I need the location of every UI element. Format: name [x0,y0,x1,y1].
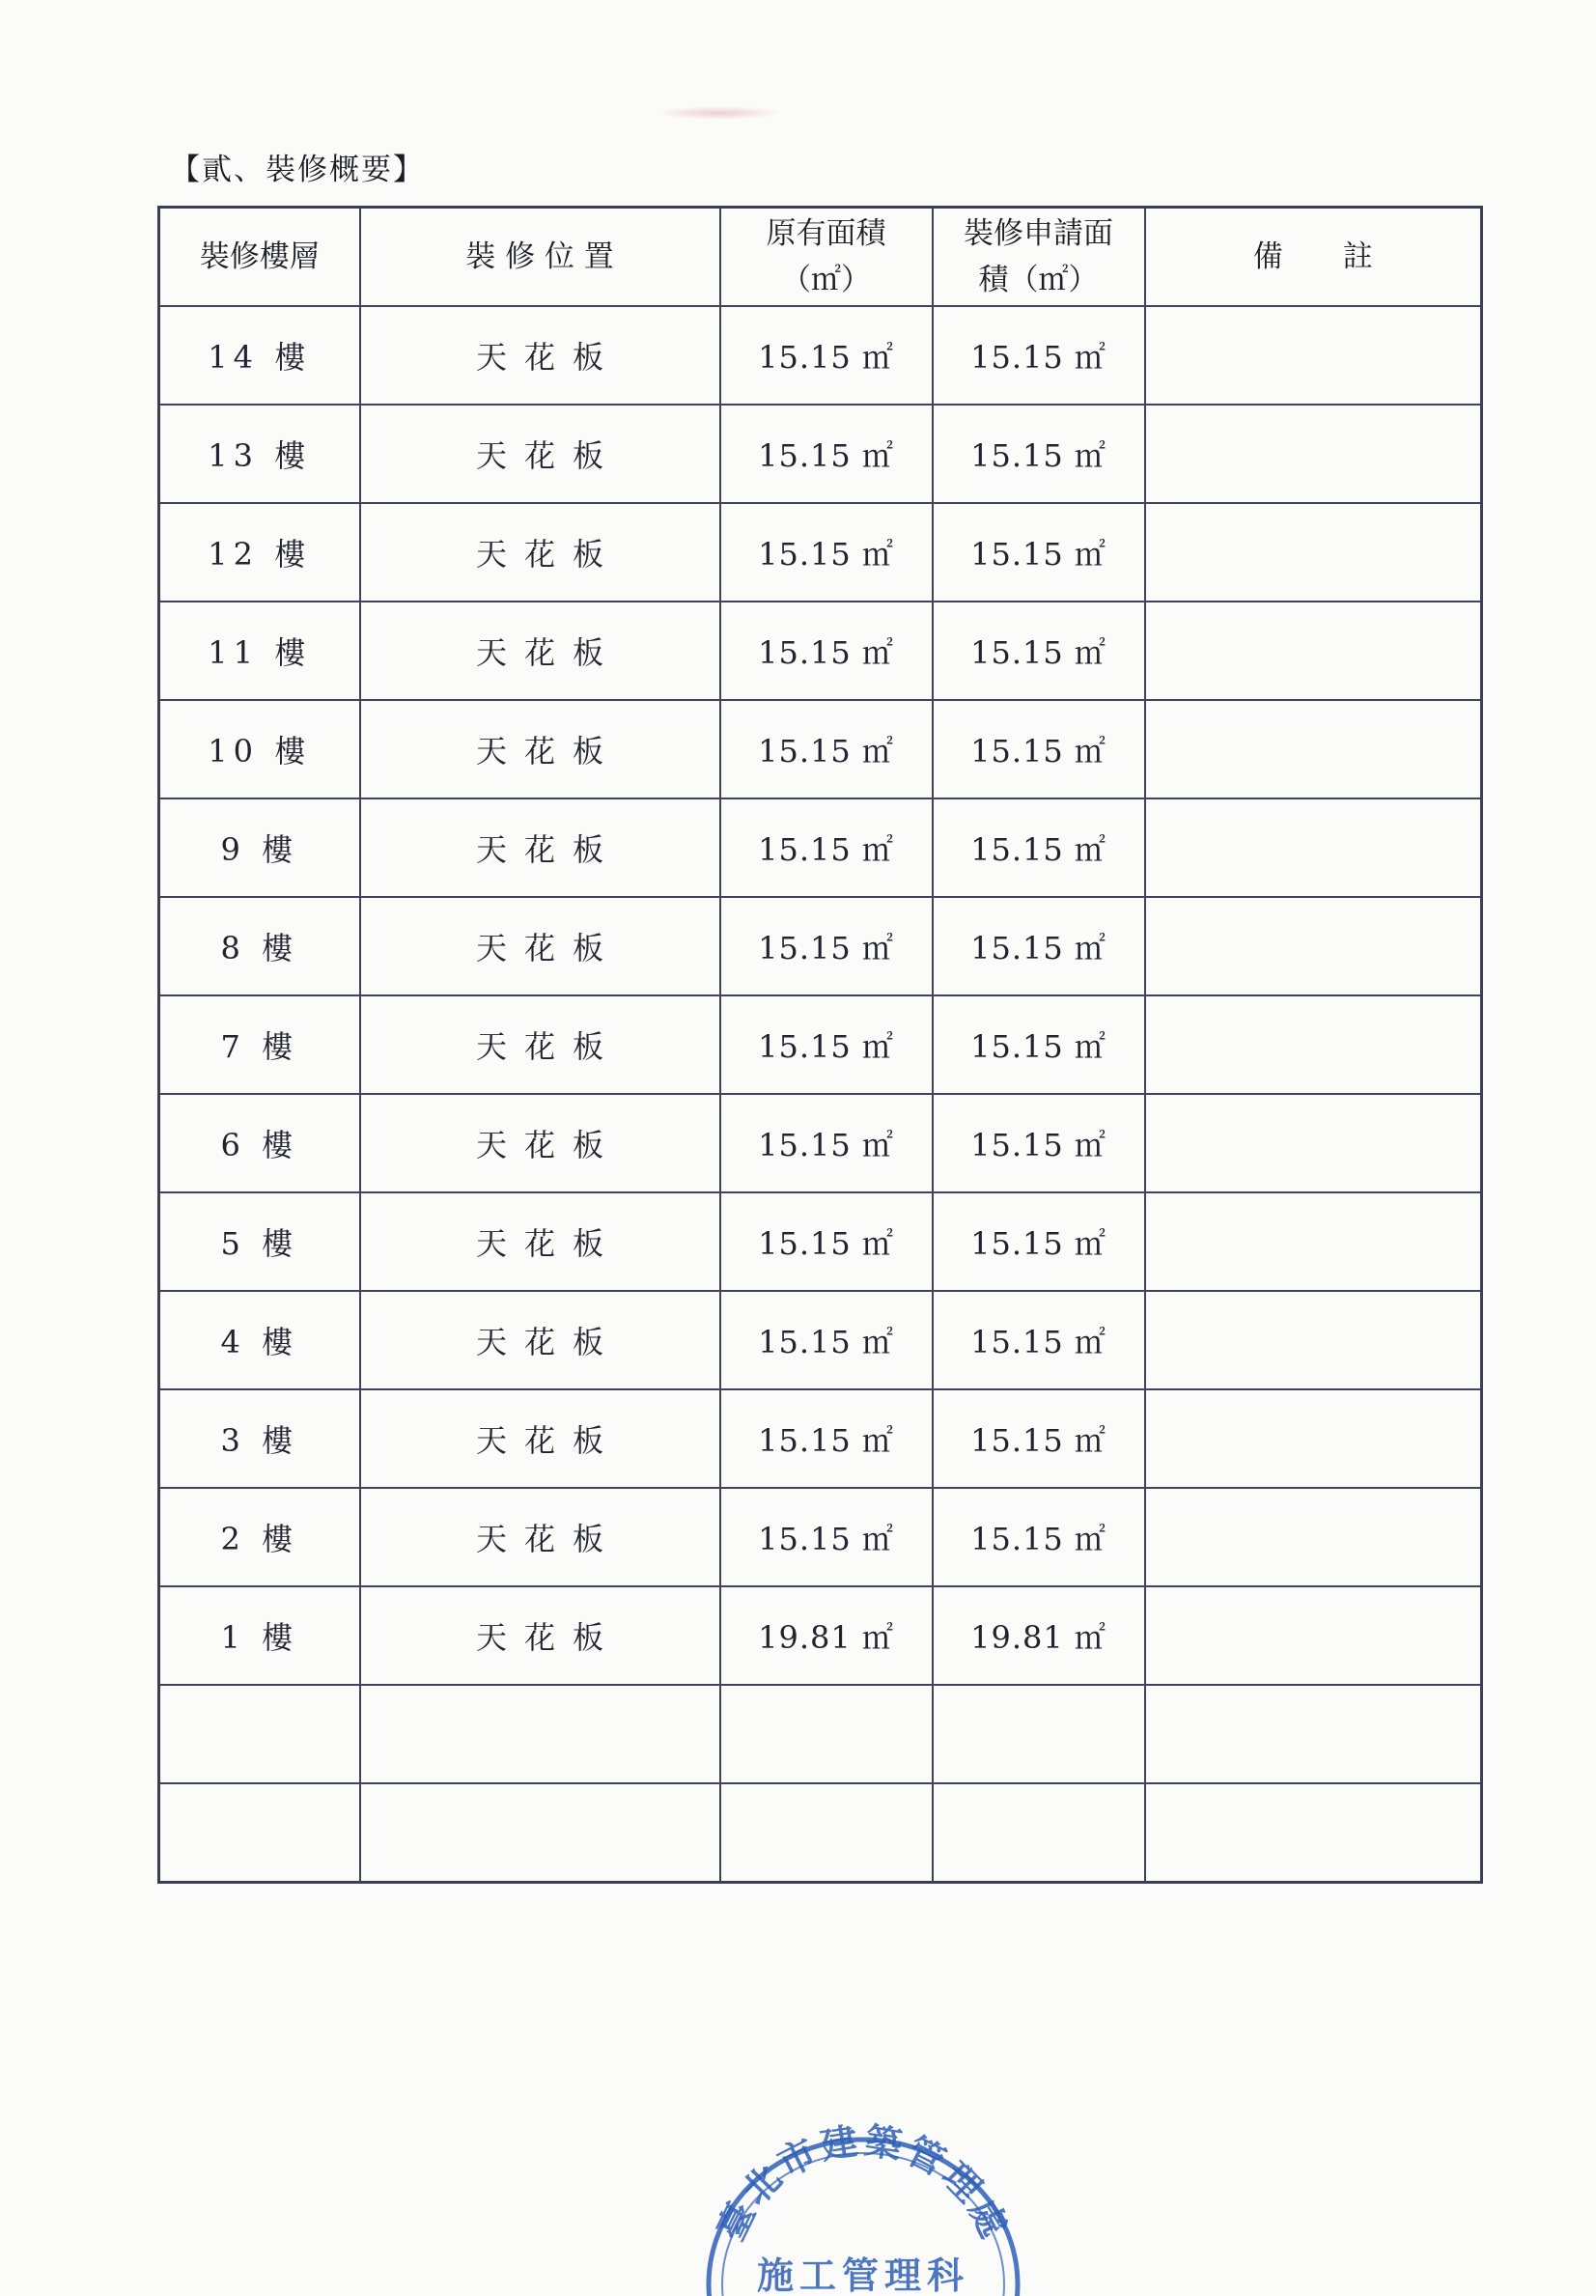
cell-original-area-text: 15.15 ㎡ [758,1127,894,1163]
cell-floor [159,1488,360,1586]
cell-floor [159,1685,360,1783]
cell-position [360,897,720,995]
cell-applied-area-text: 15.15 ㎡ [970,1127,1106,1163]
cell-original-area [720,995,933,1094]
cell-original-area [720,306,933,405]
cell-position [360,1783,720,1883]
cell-floor-text: 11 樓 [208,634,312,671]
cell-floor [159,700,360,798]
cell-position [360,306,720,405]
cell-position-text: 天花板 [475,1619,621,1656]
table-row [159,306,1482,405]
cell-applied-area-text: 15.15 ㎡ [970,930,1106,966]
cell-applied-area [933,306,1145,405]
cell-applied-area [933,1389,1145,1488]
cell-position-text: 天花板 [475,1422,621,1459]
cell-applied-area [933,1291,1145,1389]
header-remarks: 備 註 [1145,208,1482,307]
seal-text-outer: 臺北市建築管理處 [708,2117,1019,2248]
table-row [159,1192,1482,1291]
cell-original-area-text: 15.15 ㎡ [758,1422,894,1459]
cell-applied-area [933,897,1145,995]
cell-floor-text: 12 樓 [208,536,312,573]
cell-original-area [720,798,933,897]
cell-position [360,995,720,1094]
cell-floor-text: 10 樓 [208,733,312,770]
cell-remarks [1145,1291,1482,1389]
cell-floor [159,995,360,1094]
table-row [159,1488,1482,1586]
cell-floor [159,1291,360,1389]
cell-applied-area-text: 15.15 ㎡ [970,339,1106,376]
cell-floor-text: 4 樓 [220,1324,299,1360]
cell-remarks [1145,1094,1482,1192]
cell-floor [159,306,360,405]
section-title: 【貳、裝修概要】 [170,153,425,187]
cell-floor [159,1094,360,1192]
cell-floor [159,798,360,897]
cell-original-area [720,1291,933,1389]
cell-applied-area [933,602,1145,700]
cell-position [360,602,720,700]
cell-floor-text: 6 樓 [220,1127,299,1163]
cell-original-area-text: 15.15 ㎡ [758,634,894,671]
cell-floor [159,1783,360,1883]
cell-applied-area [933,798,1145,897]
cell-original-area-text: 15.15 ㎡ [758,536,894,573]
cell-position-text [531,1716,548,1752]
cell-position-text [531,1814,548,1851]
cell-original-area [720,1685,933,1783]
table-row [159,602,1482,700]
cell-position [360,1488,720,1586]
cell-original-area-text: 19.81 ㎡ [758,1619,894,1656]
cell-floor [159,1389,360,1488]
cell-original-area-text: 15.15 ㎡ [758,339,894,376]
cell-original-area [720,1586,933,1685]
cell-original-area [720,1783,933,1883]
cell-position [360,405,720,503]
cell-original-area [720,602,933,700]
cell-original-area [720,405,933,503]
cell-position [360,1094,720,1192]
cell-floor [159,897,360,995]
cell-applied-area-text: 15.15 ㎡ [970,1028,1106,1065]
cell-original-area [720,503,933,602]
cell-floor-text: 7 樓 [220,1028,299,1065]
cell-position [360,1192,720,1291]
table-row [159,1291,1482,1389]
cell-floor [159,1586,360,1685]
cell-applied-area [933,1783,1145,1883]
cell-floor [159,503,360,602]
cell-applied-area [933,1094,1145,1192]
cell-position-text: 天花板 [475,1225,621,1262]
header-position: 裝 修 位 置 [360,208,720,307]
cell-position [360,700,720,798]
cell-position [360,1291,720,1389]
cell-applied-area [933,1488,1145,1586]
seal-text-inner: 施工管理科 [756,2254,970,2296]
cell-applied-area [933,995,1145,1094]
cell-original-area [720,1094,933,1192]
renovation-summary-table [157,206,1483,1884]
cell-applied-area [933,1192,1145,1291]
cell-applied-area-text: 15.15 ㎡ [970,1324,1106,1360]
cell-remarks [1145,405,1482,503]
cell-remarks [1145,1783,1482,1883]
cell-applied-area-text: 15.15 ㎡ [970,733,1106,770]
table-row [159,1389,1482,1488]
cell-original-area-text: 15.15 ㎡ [758,733,894,770]
cell-applied-area [933,405,1145,503]
table-header-row [159,208,1482,307]
cell-floor-text: 2 樓 [220,1521,299,1557]
cell-applied-area-text: 15.15 ㎡ [970,1225,1106,1262]
cell-position-text: 天花板 [475,634,621,671]
paper-smudge [657,106,782,120]
cell-applied-area-text: 15.15 ㎡ [970,1521,1106,1557]
cell-position-text: 天花板 [475,1127,621,1163]
cell-floor-text: 13 樓 [208,437,312,474]
cell-position [360,798,720,897]
cell-applied-area-text: 15.15 ㎡ [970,1422,1106,1459]
cell-position [360,503,720,602]
cell-remarks [1145,1488,1482,1586]
cell-original-area-text: 15.15 ㎡ [758,1225,894,1262]
table-row [159,995,1482,1094]
cell-applied-area [933,1586,1145,1685]
cell-position-text: 天花板 [475,733,621,770]
cell-floor-text: 1 樓 [220,1619,299,1656]
header-original-area: 原有面積 （㎡） [720,208,933,307]
cell-remarks [1145,1192,1482,1291]
cell-remarks [1145,1586,1482,1685]
cell-remarks [1145,602,1482,700]
table-row [159,700,1482,798]
cell-position-text: 天花板 [475,831,621,868]
table-row [159,1783,1482,1883]
cell-floor [159,1192,360,1291]
cell-position [360,1389,720,1488]
cell-applied-area [933,700,1145,798]
cell-floor-text: 9 樓 [220,831,299,868]
cell-original-area [720,1389,933,1488]
cell-applied-area-text: 19.81 ㎡ [970,1619,1106,1656]
cell-position-text: 天花板 [475,437,621,474]
cell-position-text: 天花板 [475,339,621,376]
cell-original-area [720,897,933,995]
cell-original-area [720,700,933,798]
cell-position-text: 天花板 [475,536,621,573]
cell-position-text: 天花板 [475,1324,621,1360]
cell-original-area-text: 15.15 ㎡ [758,1028,894,1065]
table-row [159,503,1482,602]
cell-remarks [1145,995,1482,1094]
cell-applied-area-text: 15.15 ㎡ [970,437,1106,474]
cell-original-area-text: 15.15 ㎡ [758,1324,894,1360]
cell-applied-area-text: 15.15 ㎡ [970,536,1106,573]
cell-floor-text: 8 樓 [220,930,299,966]
cell-position-text: 天花板 [475,1028,621,1065]
cell-position [360,1685,720,1783]
cell-floor-text: 5 樓 [220,1225,299,1262]
cell-original-area-text: 15.15 ㎡ [758,831,894,868]
cell-original-area-text: 15.15 ㎡ [758,437,894,474]
cell-floor [159,602,360,700]
header-applied-area: 裝修申請面 積（㎡） [933,208,1145,307]
cell-position-text: 天花板 [475,930,621,966]
table-row [159,1094,1482,1192]
cell-floor-text: 3 樓 [220,1422,299,1459]
table-row [159,798,1482,897]
cell-position [360,1586,720,1685]
cell-original-area [720,1192,933,1291]
table-row [159,405,1482,503]
cell-position-text: 天花板 [475,1521,621,1557]
cell-applied-area [933,1685,1145,1783]
cell-applied-area-text: 15.15 ㎡ [970,831,1106,868]
cell-remarks [1145,700,1482,798]
table-row [159,897,1482,995]
cell-remarks [1145,897,1482,995]
header-floor: 裝修樓層 [159,208,360,307]
table-row [159,1685,1482,1783]
cell-remarks [1145,306,1482,405]
cell-applied-area-text: 15.15 ㎡ [970,634,1106,671]
cell-remarks [1145,1685,1482,1783]
cell-remarks [1145,798,1482,897]
official-seal [697,2113,1029,2296]
cell-remarks [1145,1389,1482,1488]
cell-remarks [1145,503,1482,602]
cell-original-area-text: 15.15 ㎡ [758,1521,894,1557]
cell-applied-area [933,503,1145,602]
table-row [159,1586,1482,1685]
cell-original-area [720,1488,933,1586]
cell-original-area-text: 15.15 ㎡ [758,930,894,966]
cell-floor-text: 14 樓 [208,339,312,376]
cell-floor [159,405,360,503]
